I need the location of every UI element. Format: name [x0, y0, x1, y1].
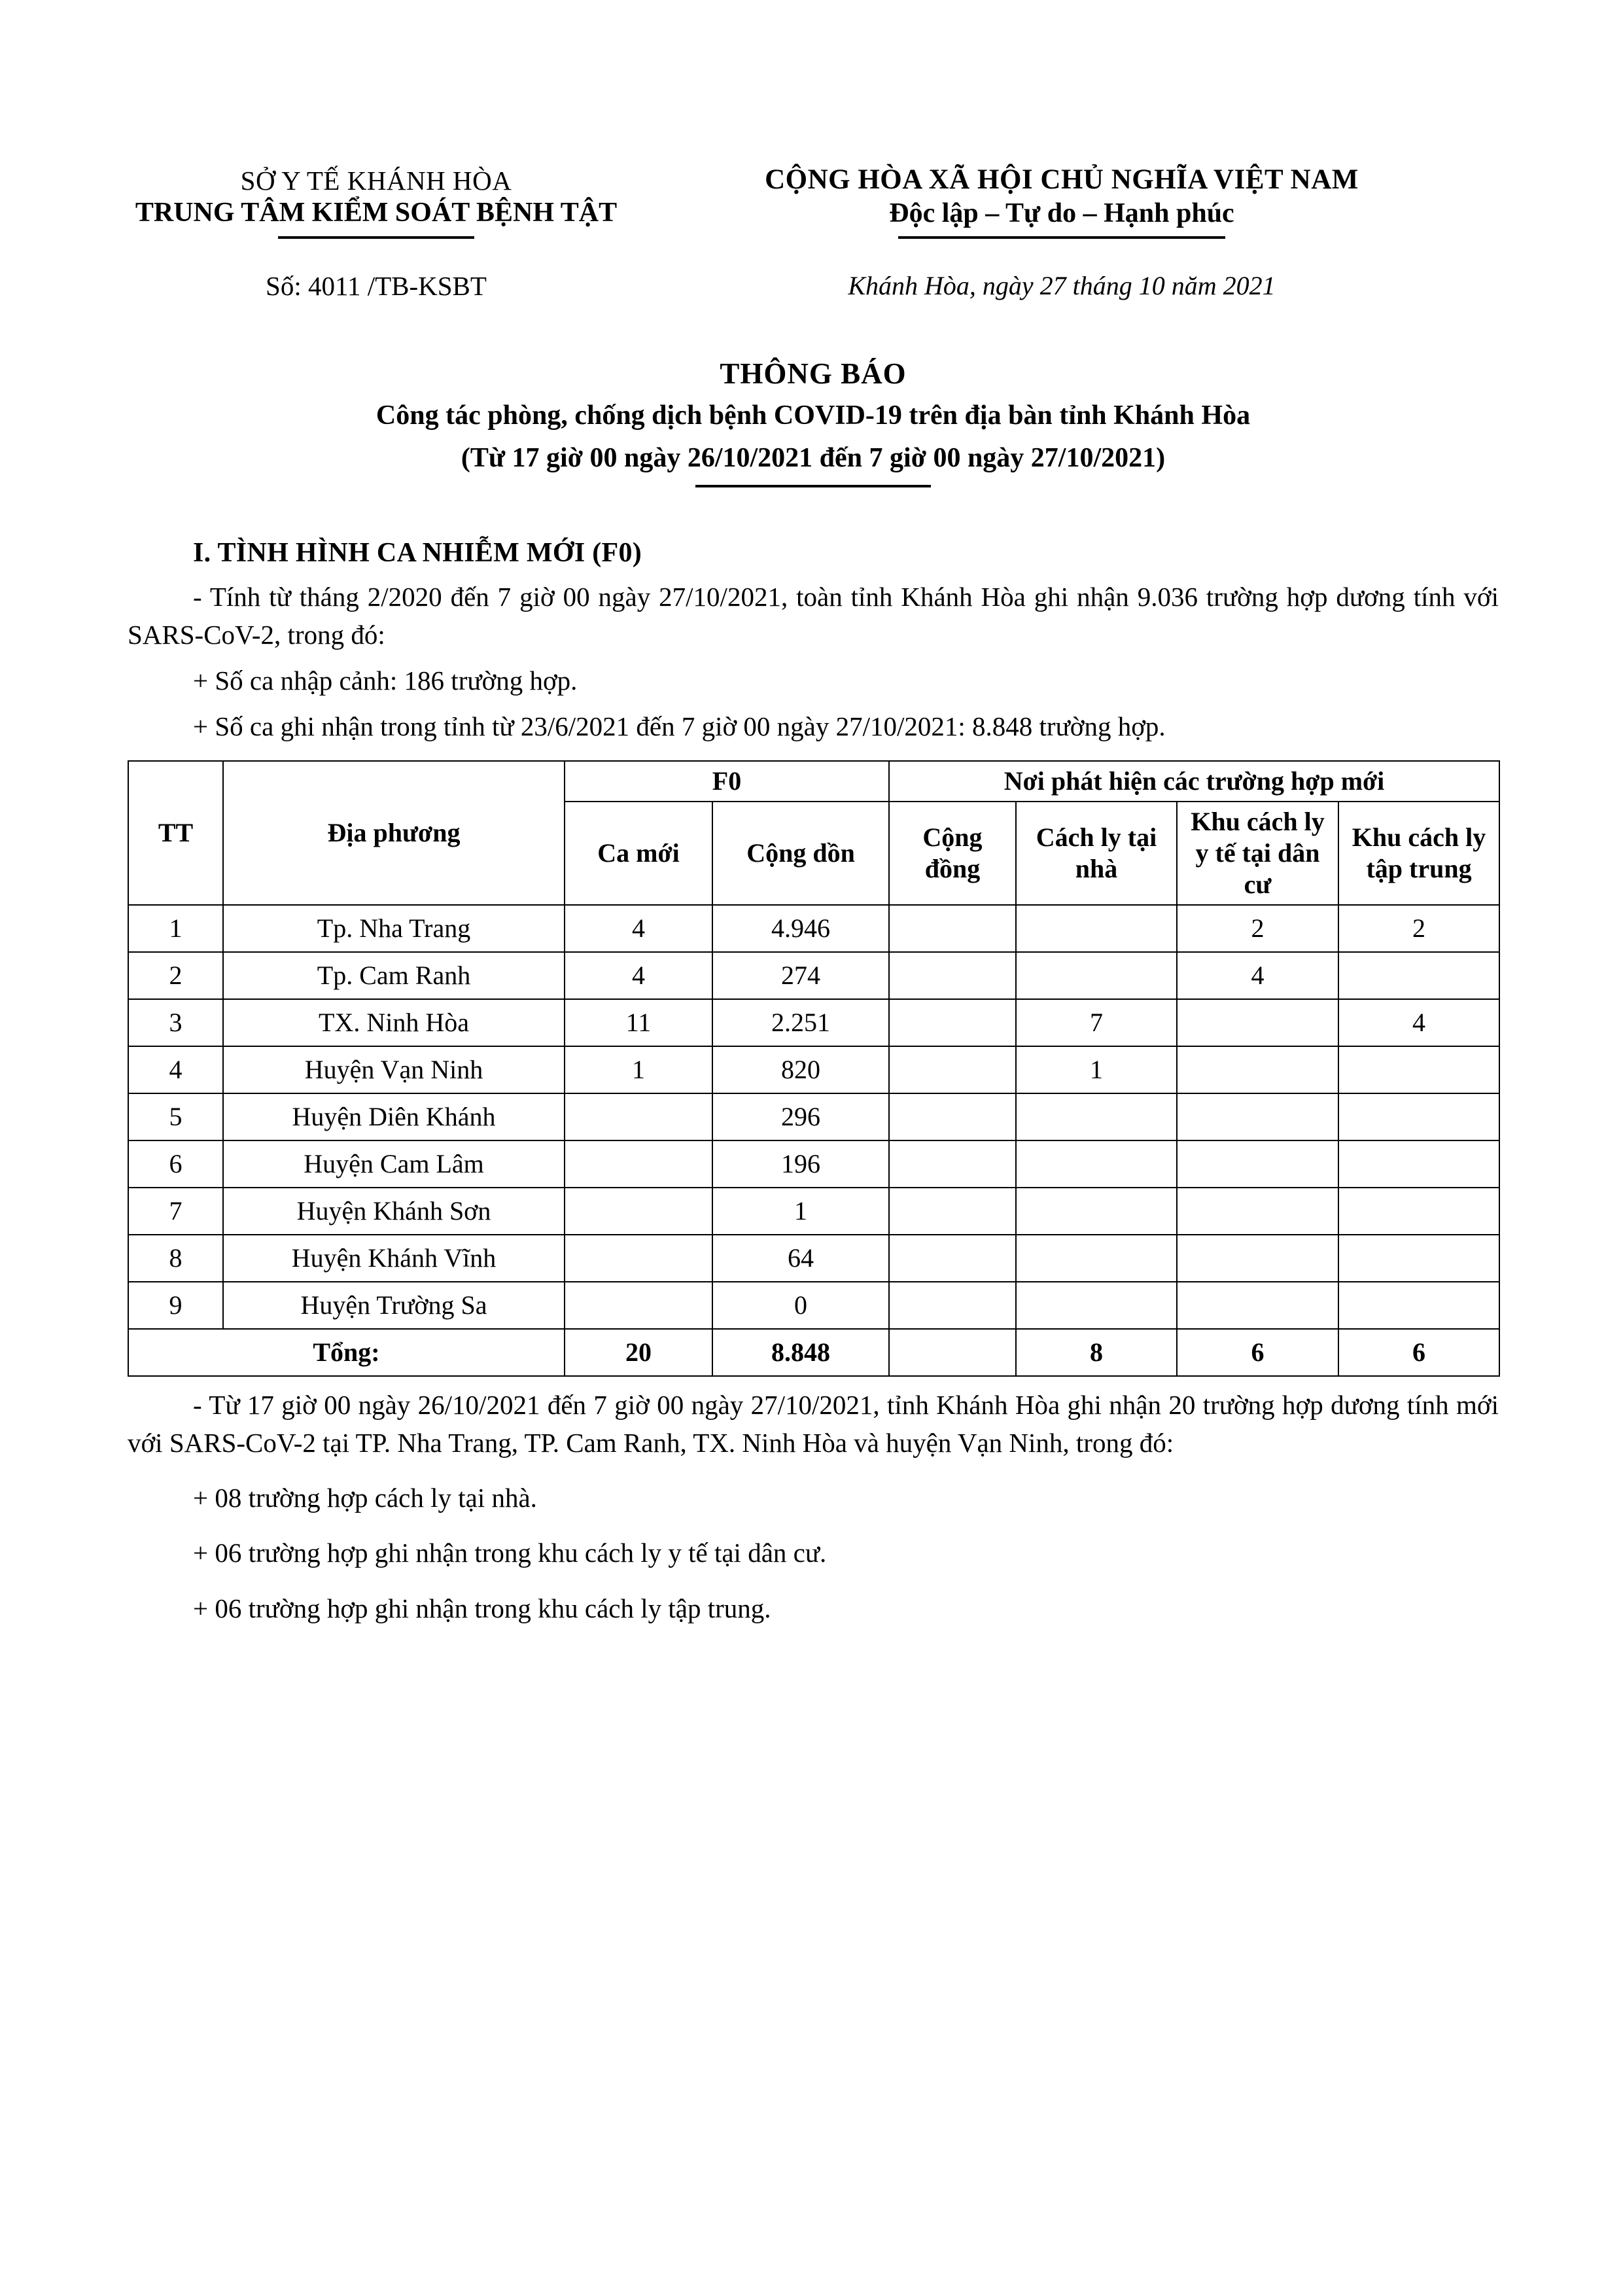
cell-community: [889, 1046, 1016, 1093]
cell-cumulative: 820: [712, 1046, 889, 1093]
table-row: [128, 1140, 1499, 1188]
cell-central-quarantine: [1338, 1282, 1499, 1329]
cell-central-quarantine: [1338, 1188, 1499, 1235]
department-name: SỞ Y TẾ KHÁNH HÒA: [240, 166, 512, 196]
total-cell-community: [889, 1329, 1016, 1376]
header-cumulative: Cộng dồn: [712, 802, 889, 905]
cell-new-cases: 4: [565, 952, 712, 999]
title-subtitle-line1: Công tác phòng, chống dịch bệnh COVID-19 trên địa bàn tỉnh Khánh Hòa: [375, 400, 1251, 431]
total-cell-new-cases: 20: [565, 1329, 712, 1376]
cell-tt: 8: [128, 1235, 223, 1282]
header-left-divider: [278, 236, 474, 239]
cell-residential-quarantine: [1177, 1188, 1338, 1235]
cell-cumulative: 64: [712, 1235, 889, 1282]
header-group-detection-location: Nơi phát hiện các trường hợp mới: [889, 761, 1499, 802]
cell-place: Huyện Cam Lâm: [223, 1140, 565, 1188]
cell-community: [889, 999, 1016, 1046]
cell-tt: 4: [128, 1046, 223, 1093]
table-row: [128, 1282, 1499, 1329]
cell-tt: 5: [128, 1093, 223, 1140]
cell-central-quarantine: [1338, 1093, 1499, 1140]
table-body: [128, 905, 1499, 1376]
table-row: [128, 952, 1499, 999]
cell-community: [889, 1140, 1016, 1188]
cell-residential-quarantine: [1177, 1140, 1338, 1188]
cell-tt: 2: [128, 952, 223, 999]
cell-cumulative: 4.946: [712, 905, 889, 952]
cell-tt: 1: [128, 905, 223, 952]
header-central-quarantine: Khu cách ly tập trung: [1338, 802, 1499, 905]
header-place: Địa phương: [223, 761, 565, 905]
cell-residential-quarantine: 4: [1177, 952, 1338, 999]
table-row: [128, 1093, 1499, 1140]
cell-residential-quarantine: 2: [1177, 905, 1338, 952]
national-heading-block: [625, 164, 1499, 239]
document-number: Số: 4011 /TB-KSBT: [266, 271, 487, 302]
cell-central-quarantine: 4: [1338, 999, 1499, 1046]
cell-place: Tp. Cam Ranh: [223, 952, 565, 999]
title-divider: [695, 485, 931, 487]
total-cell-residential-quarantine: 6: [1177, 1329, 1338, 1376]
cell-place: Tp. Nha Trang: [223, 905, 565, 952]
bullet-residential-quarantine: + 06 trường hợp ghi nhận trong khu cách ly y tế tại dân cư.: [193, 1538, 827, 1568]
table-row: [128, 905, 1499, 952]
paragraph-new-cases-summary: - Từ 17 giờ 00 ngày 26/10/2021 đến 7 giờ 00 ngày 27/10/2021, tỉnh Khánh Hòa ghi nhận 20 trường hợp dương tính mới với SARS-CoV-2 tại TP. Nha Trang, TP. Cam Ranh, TX. Ninh Hòa và huyện Vạn Ninh, trong đó:: [128, 1389, 1499, 1458]
cell-place: TX. Ninh Hòa: [223, 999, 565, 1046]
cell-community: [889, 952, 1016, 999]
cell-community: [889, 905, 1016, 952]
title-block: [128, 355, 1499, 487]
header-home-quarantine: Cách ly tại nhà: [1016, 802, 1177, 905]
title-subtitle-line2: (Từ 17 giờ 00 ngày 26/10/2021 đến 7 giờ 00 ngày 27/10/2021): [461, 443, 1166, 474]
national-motto: Độc lập – Tự do – Hạnh phúc: [889, 198, 1234, 228]
cell-central-quarantine: [1338, 1046, 1499, 1093]
document-content: [128, 164, 1499, 1627]
cell-new-cases: [565, 1140, 712, 1188]
cell-place: Huyện Khánh Sơn: [223, 1188, 565, 1235]
header-tt: TT: [128, 761, 223, 905]
cell-central-quarantine: 2: [1338, 905, 1499, 952]
cell-home-quarantine: [1016, 1282, 1177, 1329]
table-row: [128, 1046, 1499, 1093]
page-title: THÔNG BÁO: [720, 357, 907, 391]
cell-cumulative: 0: [712, 1282, 889, 1329]
cell-home-quarantine: [1016, 905, 1177, 952]
cell-tt: 9: [128, 1282, 223, 1329]
cell-central-quarantine: [1338, 952, 1499, 999]
center-name: TRUNG TÂM KIỂM SOÁT BỆNH TẬT: [135, 198, 618, 228]
section-heading-1: I. TÌNH HÌNH CA NHIỄM MỚI (F0): [193, 537, 642, 568]
document-header: [128, 164, 1499, 239]
cell-residential-quarantine: [1177, 1282, 1338, 1329]
cell-place: Huyện Diên Khánh: [223, 1093, 565, 1140]
paragraph-imported-cases: + Số ca nhập cảnh: 186 trường hợp.: [193, 665, 578, 696]
cell-home-quarantine: [1016, 1140, 1177, 1188]
covid-cases-table: [128, 760, 1500, 1377]
header-new-cases: Ca mới: [565, 802, 712, 905]
total-cell-central-quarantine: 6: [1338, 1329, 1499, 1376]
table-row: [128, 1235, 1499, 1282]
cell-tt: 3: [128, 999, 223, 1046]
cell-new-cases: [565, 1282, 712, 1329]
cell-tt: 6: [128, 1140, 223, 1188]
cell-cumulative: 296: [712, 1093, 889, 1140]
bullet-central-quarantine: + 06 trường hợp ghi nhận trong khu cách ly tập trung.: [193, 1593, 771, 1623]
table-header-row-1: [128, 761, 1499, 802]
cell-home-quarantine: [1016, 952, 1177, 999]
cell-community: [889, 1093, 1016, 1140]
cell-residential-quarantine: [1177, 1235, 1338, 1282]
cell-home-quarantine: [1016, 1235, 1177, 1282]
cell-cumulative: 1: [712, 1188, 889, 1235]
cell-tt: 7: [128, 1188, 223, 1235]
cell-home-quarantine: [1016, 1188, 1177, 1235]
table-total-row: [128, 1329, 1499, 1376]
cell-new-cases: 11: [565, 999, 712, 1046]
total-cell-home-quarantine: 8: [1016, 1329, 1177, 1376]
cell-cumulative: 274: [712, 952, 889, 999]
table-row: [128, 999, 1499, 1046]
header-right-divider: [898, 236, 1225, 239]
table-header: [128, 761, 1499, 905]
total-cell-cumulative: 8.848: [712, 1329, 889, 1376]
cell-residential-quarantine: [1177, 999, 1338, 1046]
cell-residential-quarantine: [1177, 1093, 1338, 1140]
cell-community: [889, 1235, 1016, 1282]
cell-new-cases: 1: [565, 1046, 712, 1093]
table-row: [128, 1188, 1499, 1235]
header-group-f0: F0: [565, 761, 889, 802]
cell-central-quarantine: [1338, 1140, 1499, 1188]
paragraph-total-cases: - Tính từ tháng 2/2020 đến 7 giờ 00 ngày 27/10/2021, toàn tỉnh Khánh Hòa ghi nhận 9.036 trường hợp dương tính với SARS-CoV-2, trong đó:: [128, 581, 1499, 650]
bullet-home-quarantine: + 08 trường hợp cách ly tại nhà.: [193, 1483, 537, 1513]
document-meta-row: [128, 270, 1499, 302]
cell-residential-quarantine: [1177, 1046, 1338, 1093]
header-community: Cộng đồng: [889, 802, 1016, 905]
cell-place: Huyện Vạn Ninh: [223, 1046, 565, 1093]
country-name: CỘNG HÒA XÃ HỘI CHỦ NGHĨA VIỆT NAM: [765, 164, 1359, 195]
cell-home-quarantine: 7: [1016, 999, 1177, 1046]
cell-community: [889, 1188, 1016, 1235]
cell-place: Huyện Khánh Vĩnh: [223, 1235, 565, 1282]
header-residential-quarantine: Khu cách ly y tế tại dân cư: [1177, 802, 1338, 905]
cell-new-cases: [565, 1188, 712, 1235]
paragraph-domestic-cases: + Số ca ghi nhận trong tỉnh từ 23/6/2021 đến 7 giờ 00 ngày 27/10/2021: 8.848 trường hợp.: [193, 711, 1166, 742]
cell-home-quarantine: 1: [1016, 1046, 1177, 1093]
place-and-date: Khánh Hòa, ngày 27 tháng 10 năm 2021: [848, 271, 1276, 301]
cell-new-cases: [565, 1093, 712, 1140]
cell-community: [889, 1282, 1016, 1329]
cell-new-cases: 4: [565, 905, 712, 952]
cell-cumulative: 2.251: [712, 999, 889, 1046]
cell-total-label: Tổng:: [128, 1329, 565, 1376]
cell-central-quarantine: [1338, 1235, 1499, 1282]
cell-cumulative: 196: [712, 1140, 889, 1188]
cell-home-quarantine: [1016, 1093, 1177, 1140]
cell-new-cases: [565, 1235, 712, 1282]
issuing-authority-block: [128, 164, 625, 239]
cell-place: Huyện Trường Sa: [223, 1282, 565, 1329]
